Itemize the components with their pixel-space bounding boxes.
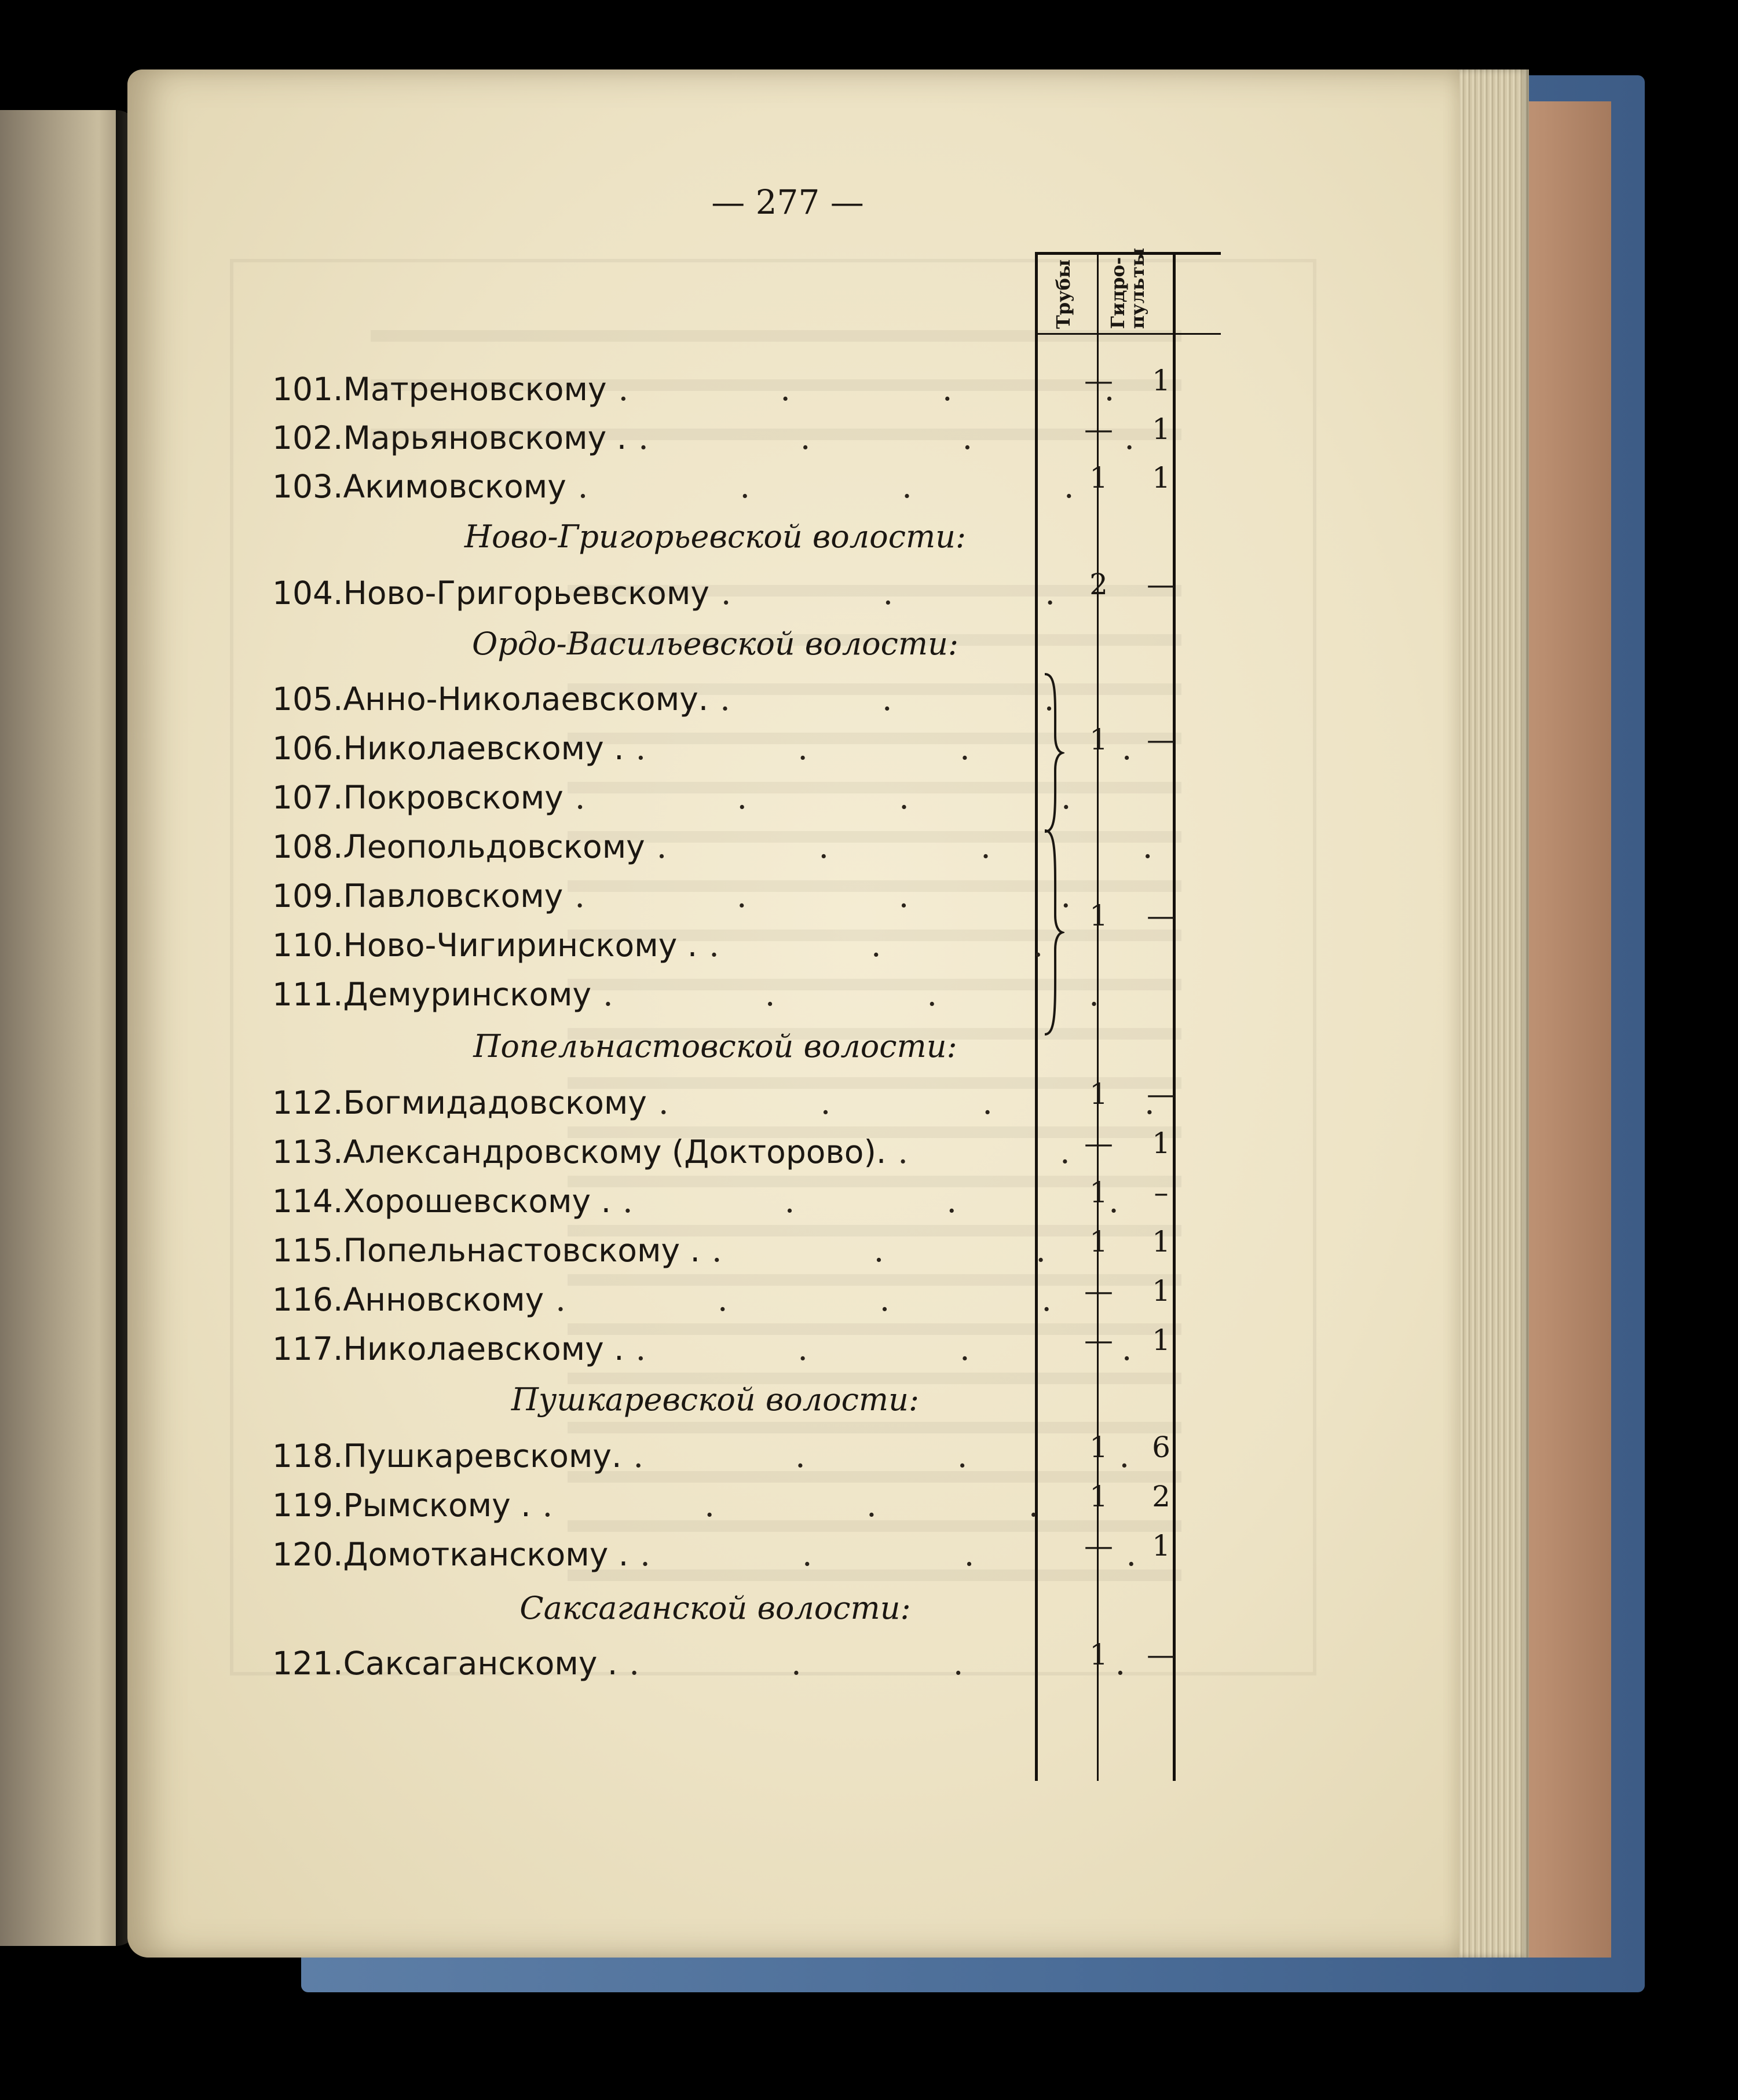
value-gidro: 1 bbox=[1152, 1274, 1170, 1308]
value-trubi: — bbox=[1084, 1529, 1113, 1563]
value-trubi: 1 bbox=[1089, 1480, 1108, 1513]
entry-row bbox=[272, 1281, 1170, 1318]
entry-name: Хорошевскому . bbox=[343, 1183, 612, 1220]
page-number: — 277 — bbox=[711, 182, 864, 222]
entry-row bbox=[272, 927, 1170, 964]
entry-name: Богмидадовскому bbox=[343, 1084, 647, 1121]
entry-name: Саксаганскому . bbox=[343, 1645, 618, 1682]
entry-number: 118. bbox=[272, 1437, 343, 1475]
section-heading: Пушкаревской волости: bbox=[511, 1381, 920, 1418]
value-trubi: — bbox=[1084, 412, 1113, 446]
entry-number: 110. bbox=[272, 927, 343, 964]
entry-name: Демуринскому bbox=[343, 976, 592, 1013]
entry-number: 117. bbox=[272, 1330, 343, 1367]
entry-name: Анновскому bbox=[343, 1281, 544, 1318]
entry-name: Павловскому bbox=[343, 877, 564, 914]
entry-name: Домотканскому . bbox=[343, 1536, 629, 1573]
value-trubi: 1 bbox=[1089, 461, 1108, 495]
value-gidro: – bbox=[1154, 1176, 1169, 1209]
value-trubi: 1 bbox=[1089, 899, 1108, 932]
entry-number: 114. bbox=[272, 1183, 343, 1220]
value-gidro: 2 bbox=[1152, 1480, 1170, 1513]
entry-name: Николаевскому . bbox=[343, 730, 624, 767]
entry-row bbox=[272, 1437, 1170, 1475]
entry-row bbox=[272, 1487, 1170, 1524]
entry-row bbox=[272, 1183, 1170, 1220]
page-edges bbox=[1448, 69, 1529, 1958]
entry-number: 107. bbox=[272, 779, 343, 816]
value-trubi: — bbox=[1084, 1274, 1113, 1308]
entry-number: 112. bbox=[272, 1084, 343, 1121]
entry-name: Анно-Николаевскому. bbox=[343, 681, 709, 718]
value-trubi: — bbox=[1084, 364, 1113, 397]
entry-name: Рымскому . bbox=[343, 1487, 531, 1524]
value-gidro: — bbox=[1147, 723, 1176, 756]
entry-name: Акимовскому bbox=[343, 468, 566, 505]
entry-number: 111. bbox=[272, 976, 343, 1013]
entry-number: 113. bbox=[272, 1133, 343, 1170]
entry-row bbox=[272, 419, 1170, 456]
value-gidro: 1 bbox=[1152, 364, 1170, 397]
value-gidro: 1 bbox=[1152, 412, 1170, 446]
entry-name: Николаевскому . bbox=[343, 1330, 624, 1367]
entry-name: Покровскому bbox=[343, 779, 564, 816]
entry-number: 115. bbox=[272, 1232, 343, 1269]
leader-dots bbox=[657, 828, 1170, 865]
entry-row bbox=[272, 779, 1170, 816]
entry-name: Ново-Григорьевскому bbox=[343, 575, 709, 612]
entry-row bbox=[272, 1536, 1170, 1573]
value-gidro: 1 bbox=[1152, 1529, 1170, 1563]
entry-number: 101. bbox=[272, 371, 343, 408]
header-bottom-rule bbox=[1037, 333, 1221, 335]
entry-number: 105. bbox=[272, 681, 343, 718]
leader-dots bbox=[575, 779, 1170, 816]
value-gidro: 6 bbox=[1152, 1431, 1170, 1464]
entry-row bbox=[272, 877, 1170, 914]
entry-name: Пушкаревскому. bbox=[343, 1437, 622, 1475]
leader-dots bbox=[709, 927, 1170, 964]
entry-row bbox=[272, 976, 1170, 1013]
entry-row bbox=[272, 1133, 1170, 1170]
entry-row bbox=[272, 730, 1170, 767]
column-header-trubi: Трубы bbox=[1052, 259, 1074, 329]
section-heading: Ордо-Васильевской волости: bbox=[471, 625, 959, 662]
section-heading: Ново-Григорьевской волости: bbox=[464, 518, 967, 555]
value-trubi: 1 bbox=[1089, 1225, 1108, 1258]
entry-number: 102. bbox=[272, 419, 343, 456]
entry-name: Марьяновскому . bbox=[343, 419, 627, 456]
leader-dots bbox=[603, 976, 1170, 1013]
entry-row bbox=[272, 371, 1170, 408]
value-gidro: 1 bbox=[1152, 1126, 1170, 1160]
entry-row bbox=[272, 1084, 1170, 1121]
entry-name: Александровскому (Докторово). bbox=[343, 1133, 887, 1170]
value-trubi: 1 bbox=[1089, 1176, 1108, 1209]
value-trubi: — bbox=[1084, 1126, 1113, 1160]
entry-number: 109. bbox=[272, 877, 343, 914]
entry-number: 120. bbox=[272, 1536, 343, 1573]
entry-name: Попельнастовскому . bbox=[343, 1232, 700, 1269]
value-trubi: — bbox=[1084, 1323, 1113, 1357]
section-heading: Саксаганской волости: bbox=[519, 1590, 911, 1626]
value-gidro: 1 bbox=[1152, 1323, 1170, 1357]
entry-number: 104. bbox=[272, 575, 343, 612]
value-gidro: — bbox=[1147, 568, 1176, 601]
value-trubi: 1 bbox=[1089, 1077, 1108, 1111]
entry-number: 119. bbox=[272, 1487, 343, 1524]
entry-row bbox=[272, 681, 1170, 718]
leader-dots bbox=[720, 681, 1170, 718]
section-heading: Попельнастовской волости: bbox=[473, 1028, 957, 1064]
entry-row bbox=[272, 1645, 1170, 1682]
book-page bbox=[127, 69, 1459, 1958]
entry-number: 108. bbox=[272, 828, 343, 865]
value-trubi: 1 bbox=[1089, 1431, 1108, 1464]
value-gidro: — bbox=[1147, 1077, 1176, 1111]
entry-row bbox=[272, 575, 1170, 612]
value-gidro: — bbox=[1147, 1638, 1176, 1671]
entry-number: 116. bbox=[272, 1281, 343, 1318]
value-gidro: 1 bbox=[1152, 1225, 1170, 1258]
entry-number: 106. bbox=[272, 730, 343, 767]
entry-row bbox=[272, 1330, 1170, 1367]
entry-number: 103. bbox=[272, 468, 343, 505]
value-trubi: 1 bbox=[1089, 1638, 1108, 1671]
entry-name: Леопольдовскому bbox=[343, 828, 645, 865]
value-trubi: 2 bbox=[1089, 568, 1108, 601]
entry-name: Матреновскому bbox=[343, 371, 607, 408]
entry-row bbox=[272, 1232, 1170, 1269]
column-header-gidro: Гидро- пульты bbox=[1107, 247, 1148, 329]
entry-name: Ново-Чигиринскому . bbox=[343, 927, 698, 964]
entry-number: 121. bbox=[272, 1645, 343, 1682]
value-gidro: 1 bbox=[1152, 461, 1170, 495]
value-trubi: 1 bbox=[1089, 723, 1108, 756]
entry-row bbox=[272, 468, 1170, 505]
value-gidro: — bbox=[1147, 899, 1176, 932]
entry-row bbox=[272, 828, 1170, 865]
